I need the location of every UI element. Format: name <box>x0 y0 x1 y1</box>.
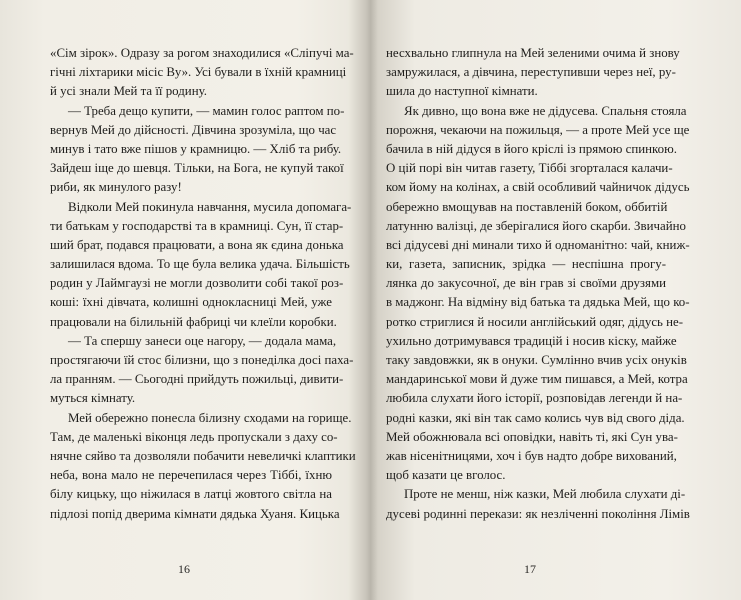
text-line: Там, де маленькі віконця ледь пропускали з даху со- <box>50 429 338 444</box>
text-line: риби, як минулого разу! <box>50 180 182 195</box>
text-line: неба, вона мало не перечепилася через Тіббі, їхню <box>50 468 332 483</box>
text-line: коші: їхні дівчата, колишні однокласниці Мей, уже <box>50 295 332 310</box>
text-line: Проте не менш, ніж казки, Мей любила слухати ді- <box>404 487 686 502</box>
text-line: латунню валізці, де зберігалися його скарби. Звичайно <box>386 218 686 233</box>
text-line: дусеві родинні перекази: як незліченні покоління Лімів <box>386 506 690 521</box>
left-page-number: 16 <box>178 562 190 576</box>
text-line: в маджонг. На відміну від батька та дядька Мей, що ко- <box>386 295 690 310</box>
text-line: простягаючи їй стос білизни, що з понеділка досі паха- <box>50 353 354 367</box>
text-line: ла пранням. — Сьогодні прийдуть пожильці, дивити- <box>50 372 344 387</box>
left-page <box>50 44 356 524</box>
text-line: й усі знали Мей та її родину. <box>50 84 207 99</box>
text-line: Мей обожнювала всі оповідки, навіть ті, які Сун ува- <box>386 429 678 444</box>
text-line: нячне сяйво та дозволяли побачити невеличкі клаптики <box>50 448 356 463</box>
text-line: бачила в ній дідуся в його кріслі із прямою спинкою. <box>386 141 677 156</box>
text-line: підлозі попід дверима кімнати дядька Хуаня. Кицька <box>50 506 340 521</box>
text-line: залишилася вдома. То ще була велика удача. Більшість <box>50 257 350 272</box>
text-line: щоб казати це вголос. <box>386 468 506 483</box>
text-line: шила до наступної кімнати. <box>386 84 538 99</box>
right-page <box>386 44 690 524</box>
text-line: всі дідусеві дні минали тихо й одноманітно: чай, книж- <box>386 237 690 252</box>
text-line: «Сім зірок». Одразу за рогом знаходилися «Сліпучі ма- <box>50 46 354 60</box>
text-line: родин у Лаймгаузі не могли дозволити собі такої роз- <box>50 276 344 291</box>
text-line: ком йому на колінах, а свій особливий чайничок дідусь <box>386 180 690 195</box>
text-line: Відколи Мей покинула навчання, мусила допомага- <box>68 199 352 214</box>
text-line: Мей обережно понесла білизну сходами на горище. <box>68 410 352 425</box>
text-line: лянка до закусочної, де він грав зі своїми друзями <box>386 276 666 291</box>
text-line: несхвально глипнула на Мей зеленими очима й знову <box>386 46 680 60</box>
text-line: ухильно дотримувався традицій і носив кіску, майже <box>386 333 677 348</box>
text-line: ки, газета, записник, зрідка — неспішна прогу- <box>386 257 666 272</box>
text-line: родні казки, які він так само колись чув від свого діда. <box>386 410 685 425</box>
text-line: муться кімнату. <box>50 391 136 406</box>
text-line: порожня, чекаючи на пожильця, — а проте Мей усе ще <box>386 122 690 137</box>
text-line: вернув Мей до дійсності. Дівчина зрозуміла, що час <box>50 122 337 137</box>
text-line: Зайдеш іще до шевця. Тільки, на Бога, не купуй такої <box>50 161 344 176</box>
text-line: жав нісенітницями, хоч і був надто добре вихований, <box>386 448 677 463</box>
text-line: гічні ліхтарики місіс Ву». Усі бували в їхній крамниці <box>50 65 347 80</box>
text-line: білу кицьку, що ніжилася в латці жовтого світла на <box>50 487 332 502</box>
text-line: мандаринської мови й дуже тим пишався, а Мей, котра <box>386 372 688 387</box>
text-line: — Треба дещо купити, — мамин голос раптом по- <box>68 103 345 118</box>
text-line: замружилася, а дівчина, переступивши через неї, ру- <box>386 65 676 80</box>
text-line: працювали на білильній фабриці чи клеїли коробки. <box>50 314 337 329</box>
text-line: любила слухати його історії, розповідав легенди й на- <box>386 391 683 406</box>
text-line: таку завдовжки, як в онуки. Сумлінно вчив усіх онуків <box>386 353 687 367</box>
text-line: О цій порі він читав газету, Тіббі згорталася калачи- <box>386 161 673 176</box>
right-page-number: 17 <box>524 562 536 576</box>
text-line: ти батькам у господарстві та в крамниці. Сун, її стар- <box>50 218 344 233</box>
text-line: обережно вмощував на поставленій боком, оббитій <box>386 199 668 214</box>
text-line: ший брат, подався працювати, а вона як єдина донька <box>50 237 344 252</box>
text-line: ротко стриглися й носили англійський одяг, дідусь не- <box>386 314 684 329</box>
text-line: — Та спершу занеси оце нагору, — додала мама, <box>68 333 337 348</box>
text-line: Як дивно, що вона вже не дідусева. Спальня стояла <box>404 103 687 118</box>
text-line: минув і тато вже пішов у крамницю. — Хліб та рибу. <box>50 141 342 156</box>
